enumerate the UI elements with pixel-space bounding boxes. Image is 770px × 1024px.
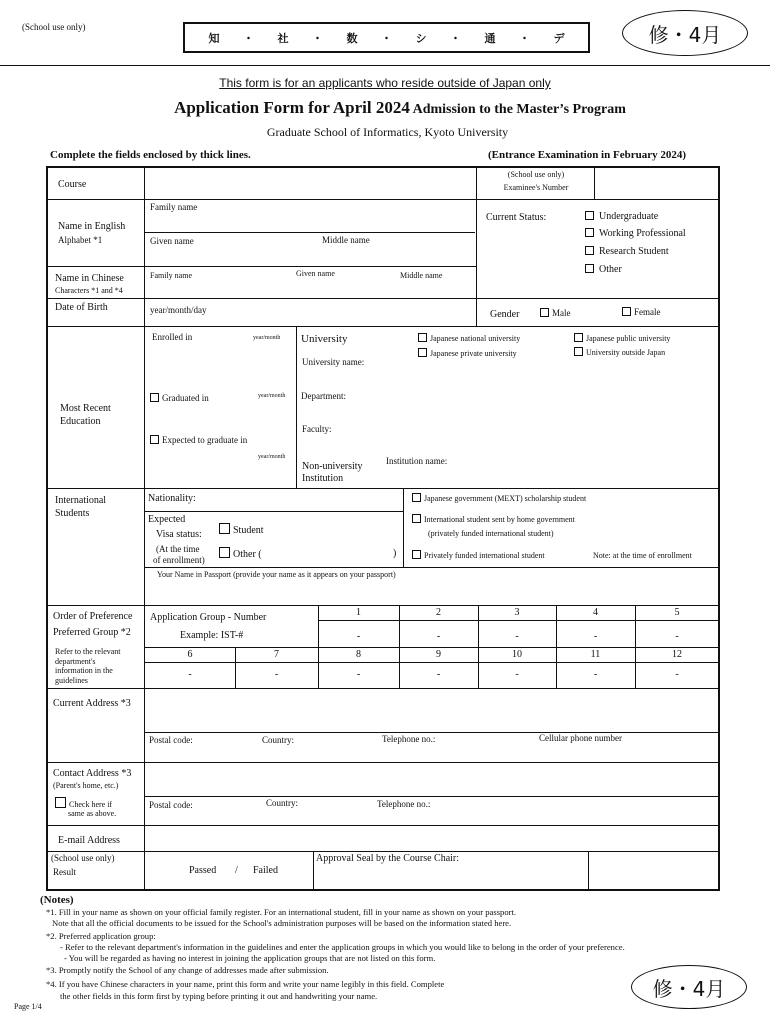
visa-student-option[interactable] xyxy=(219,523,264,536)
status-checkbox[interactable] xyxy=(585,264,594,273)
passed-label: Passed xyxy=(189,865,217,876)
education-label: Education xyxy=(60,416,101,427)
visa-other-option[interactable] xyxy=(219,547,262,560)
female-checkbox[interactable] xyxy=(622,307,631,316)
uni-private-checkbox[interactable] xyxy=(418,348,427,357)
school-code-char: ・ xyxy=(243,31,254,45)
current-country-label: Country: xyxy=(262,735,295,745)
preference-bottom-number: 7 xyxy=(274,649,279,660)
uni-private-label: Japanese private university xyxy=(430,349,517,358)
graduated-checkbox[interactable] xyxy=(150,393,159,402)
visa-other-label: Other ( xyxy=(233,549,262,560)
enrolled-in-label: Enrolled in xyxy=(152,332,193,342)
family-name-label: Family name xyxy=(150,202,198,212)
status-option-label: Working Professional xyxy=(599,228,686,239)
status-option-label: Undergraduate xyxy=(599,211,659,222)
school-code-char: 通 xyxy=(484,31,496,45)
school-code-char: ・ xyxy=(312,31,323,45)
contact-address-field[interactable] xyxy=(146,764,718,795)
notes-heading: (Notes) xyxy=(40,894,74,906)
privately-funded-note: (privately funded international student) xyxy=(428,529,554,538)
privately-funded-checkbox[interactable] xyxy=(412,550,421,559)
note-line: Note that all the official documents to be issued for the School's administration purposes will be based on the information stated here. xyxy=(52,918,512,928)
non-university-label: Non-university xyxy=(302,461,363,472)
school-code-char: 数 xyxy=(346,31,358,45)
note-line: *2. Preferred application group: xyxy=(46,931,156,941)
preference-top-entry[interactable]: - xyxy=(593,631,598,642)
uni-national-label: Japanese national university xyxy=(430,334,521,343)
course-field[interactable] xyxy=(146,168,475,198)
expected-year-month: year/month xyxy=(258,454,286,460)
name-chinese-label: Name in Chinese xyxy=(55,273,124,284)
status-option-label: Research Student xyxy=(599,246,669,257)
of-enrollment-label: of enrollment) xyxy=(153,555,205,565)
school-code-box xyxy=(183,22,590,53)
approval-seal-label: Approval Seal by the Course Chair: xyxy=(316,853,460,864)
uni-public-option[interactable] xyxy=(574,333,670,343)
international-label: International xyxy=(55,495,107,506)
gender-male-option[interactable] xyxy=(540,308,571,318)
male-checkbox[interactable] xyxy=(540,308,549,317)
status-option-label: Other xyxy=(599,264,622,275)
visa-other-close: ) xyxy=(393,548,397,559)
passport-name-field[interactable] xyxy=(146,582,718,604)
notice-text: This form is for an applicants who reside outside of Japan only xyxy=(219,76,551,90)
preference-top-number: 3 xyxy=(514,607,520,618)
preference-bottom-entry[interactable]: - xyxy=(515,669,519,680)
visa-other-checkbox[interactable] xyxy=(219,547,230,558)
refer-guidelines xyxy=(55,647,121,685)
note-line: *3. Promptly notify the School of any change of addresses made after submission. xyxy=(46,965,329,975)
university-label: University xyxy=(301,333,348,345)
current-address-label: Current Address *3 xyxy=(53,698,131,709)
uni-public-label: Japanese public university xyxy=(586,334,671,343)
dob-field[interactable] xyxy=(146,300,475,325)
note-line: - You will be regarded as having no interest in joining the application groups that are not listed on this form. xyxy=(64,953,436,963)
date-of-birth-label: Date of Birth xyxy=(55,302,108,313)
preference-bottom-entry[interactable]: - xyxy=(274,669,279,680)
school-code-char: シ xyxy=(415,31,427,45)
course-label: Course xyxy=(58,179,87,190)
examinee-number-label: Examinee's Number xyxy=(503,183,569,192)
preference-top-number: 1 xyxy=(356,607,361,618)
students-label: Students xyxy=(55,508,90,519)
graduated-in-label: Graduated in xyxy=(162,393,209,403)
result-school-use-label: (School use only) xyxy=(51,853,115,863)
school-code-char: ・ xyxy=(519,31,530,45)
school-code-characters xyxy=(185,24,588,51)
application-group-label: Application Group - Number xyxy=(150,612,267,623)
refer-line: Refer to the relevant xyxy=(55,647,121,656)
instruction-right: (Entrance Examination in February 2024) xyxy=(488,149,686,161)
chinese-given-name-label: Given name xyxy=(296,269,335,278)
name-english-label: Name in English xyxy=(58,221,126,232)
school-code-char: ・ xyxy=(450,31,461,45)
chinese-middle-name-label: Middle name xyxy=(400,271,443,280)
revision-stamp-bottom xyxy=(631,965,747,1009)
chinese-family-name-label: Family name xyxy=(150,271,192,280)
refer-line: guidelines xyxy=(55,675,88,685)
at-the-time-label: (At the time xyxy=(156,544,200,554)
enrollment-note: Note: at the time of enrollment xyxy=(593,551,692,560)
revision-stamp-text: 修・4月 xyxy=(648,22,722,47)
preference-bottom-number: 11 xyxy=(590,649,601,660)
preference-bottom-number: 10 xyxy=(512,649,522,660)
status-checkbox[interactable] xyxy=(585,246,594,255)
nationality-label: Nationality: xyxy=(148,493,196,504)
status-checkbox[interactable] xyxy=(585,228,594,237)
contact-country-label: Country: xyxy=(266,798,299,808)
result-slash: / xyxy=(235,865,238,876)
status-option[interactable] xyxy=(585,211,658,222)
preference-bottom-number: 6 xyxy=(187,649,193,660)
graduated-in-option[interactable] xyxy=(150,393,209,403)
current-postal-code-label: Postal code: xyxy=(149,735,193,745)
note-line: the other fields in this form first by typing before printing it out and handwriting your name. xyxy=(60,991,378,1001)
gender-label: Gender xyxy=(490,309,520,320)
preference-bottom-number: 12 xyxy=(672,649,682,660)
given-name-label: Given name xyxy=(150,236,194,246)
uni-national-checkbox[interactable] xyxy=(418,333,427,342)
uni-outside-label: University outside Japan xyxy=(586,348,666,357)
mext-label: Japanese government (MEXT) scholarship student xyxy=(424,494,587,503)
uni-outside-checkbox[interactable] xyxy=(574,347,583,356)
contact-address-label: Contact Address *3 xyxy=(53,768,132,779)
email-label: E-mail Address xyxy=(58,835,120,846)
order-preference-label: Order of Preference xyxy=(53,611,133,622)
school-code-char: 知 xyxy=(208,31,220,45)
note-line: - Refer to the relevant department's information in the guidelines and enter the application groups in which you would like to belong in the order of your preference. xyxy=(60,942,625,952)
current-address-field[interactable] xyxy=(146,690,718,731)
status-checkbox[interactable] xyxy=(585,211,594,220)
name-chinese-chars-label: Characters *1 and *4 xyxy=(55,286,123,295)
preference-bottom-entry[interactable]: - xyxy=(675,669,679,680)
graduated-year-month: year/month xyxy=(258,393,286,399)
mext-checkbox[interactable] xyxy=(412,493,421,502)
visa-student-checkbox[interactable] xyxy=(219,523,230,534)
note-line: *4. If you have Chinese characters in your name, print this form and write your name legibly in this field. Complete xyxy=(46,979,445,989)
same-above-label: same as above. xyxy=(68,809,117,818)
visa-student-label: Student xyxy=(233,525,264,536)
home-government-option[interactable] xyxy=(412,514,575,524)
refer-line: information in the xyxy=(55,666,113,675)
gender-female-option[interactable] xyxy=(622,307,661,317)
male-label: Male xyxy=(552,308,571,318)
passport-name-label: Your Name in Passport (provide your name as it appears on your passport) xyxy=(157,570,396,579)
enrolled-year-month: year/month xyxy=(253,335,281,341)
preference-bottom-entry[interactable]: - xyxy=(188,669,192,680)
faculty-label: Faculty: xyxy=(302,424,332,434)
page-number: Page 1/4 xyxy=(14,1002,42,1011)
school-use-only-label: (School use only) xyxy=(22,22,86,32)
contact-telephone-label: Telephone no.: xyxy=(377,799,431,809)
note-line: *1. Fill in your name as shown on your official family register. For an international student, fill in your name as shown on your passport. xyxy=(46,907,517,917)
example-label: Example: IST-# xyxy=(180,630,244,641)
name-alphabet-label: Alphabet *1 xyxy=(58,235,103,245)
cellular-label: Cellular phone number xyxy=(539,733,622,743)
preferred-group-label: Preferred Group *2 xyxy=(53,627,131,638)
privately-funded-label: Privately funded international student xyxy=(424,551,545,560)
privately-funded-option[interactable] xyxy=(412,550,545,560)
contact-postal-code-label: Postal code: xyxy=(149,800,193,810)
expected-graduate-label: Expected to graduate in xyxy=(162,435,248,445)
uni-private-option[interactable] xyxy=(418,348,517,358)
most-recent-label: Most Recent xyxy=(60,403,111,414)
preference-bottom-entry[interactable]: - xyxy=(593,669,598,680)
current-telephone-label: Telephone no.: xyxy=(382,734,436,744)
preference-bottom-number: 9 xyxy=(436,649,441,660)
preference-top-number: 2 xyxy=(436,607,441,618)
check-here-label: Check here if xyxy=(69,800,113,809)
parents-home-label: (Parent's home, etc.) xyxy=(53,781,119,790)
revision-stamp-bottom-text: 修・4月 xyxy=(652,976,726,1001)
expected-graduate-checkbox[interactable] xyxy=(150,435,159,444)
dob-format-label: year/month/day xyxy=(150,305,207,315)
status-option[interactable] xyxy=(585,246,669,257)
status-option[interactable] xyxy=(585,228,686,239)
uni-public-checkbox[interactable] xyxy=(574,333,583,342)
institution-label: Institution xyxy=(302,473,344,484)
home-government-checkbox[interactable] xyxy=(412,514,421,523)
expected-label: Expected xyxy=(148,514,186,525)
preference-bottom-entry[interactable]: - xyxy=(436,669,441,680)
uni-national-option[interactable] xyxy=(418,333,520,343)
current-status-label: Current Status: xyxy=(486,212,547,223)
form-subtitle: Graduate School of Informatics, Kyoto University xyxy=(266,125,509,139)
status-option[interactable] xyxy=(585,264,622,275)
female-label: Female xyxy=(634,307,661,317)
institution-name-label: Institution name: xyxy=(386,456,448,466)
middle-name-label: Middle name xyxy=(322,235,370,245)
preference-top-number: 5 xyxy=(674,607,680,618)
form-title xyxy=(0,99,770,117)
family-name-field[interactable] xyxy=(146,212,475,231)
school-code-char: ・ xyxy=(381,31,392,45)
preference-bottom-number: 8 xyxy=(356,649,361,660)
preference-bottom-entry[interactable]: - xyxy=(356,669,361,680)
result-label: Result xyxy=(53,867,77,877)
school-code-char: デ xyxy=(553,31,565,45)
form-title-main: Application Form for April 2024 xyxy=(174,98,410,117)
examinee-school-use: (School use only) xyxy=(507,170,565,179)
preference-top-entry[interactable]: - xyxy=(436,631,441,642)
instruction-left: Complete the fields enclosed by thick lines. xyxy=(50,149,251,161)
email-field[interactable] xyxy=(146,827,718,850)
mext-option[interactable] xyxy=(412,493,586,503)
refer-line: department's xyxy=(55,656,96,666)
form-title-rest: Admission to the Master’s Program xyxy=(409,102,626,117)
home-government-label: International student sent by home government xyxy=(424,515,575,524)
preference-top-entry[interactable]: - xyxy=(675,631,679,642)
uni-outside-option[interactable] xyxy=(574,347,665,357)
visa-status-label: Visa status: xyxy=(156,529,202,540)
revision-stamp-top xyxy=(622,10,748,56)
failed-label: Failed xyxy=(253,865,278,876)
given-middle-name-field[interactable] xyxy=(146,246,475,265)
same-as-above-checkbox[interactable] xyxy=(55,797,66,808)
university-name-label: University name: xyxy=(302,357,365,367)
department-label: Department: xyxy=(301,391,346,401)
header-divider xyxy=(0,65,770,66)
preference-top-number: 4 xyxy=(593,607,598,618)
preference-top-entry[interactable]: - xyxy=(515,631,519,642)
preference-top-entry[interactable]: - xyxy=(356,631,361,642)
same-as-above-option[interactable] xyxy=(55,797,112,809)
school-code-char: 社 xyxy=(277,31,289,45)
expected-graduate-option[interactable] xyxy=(150,435,247,445)
